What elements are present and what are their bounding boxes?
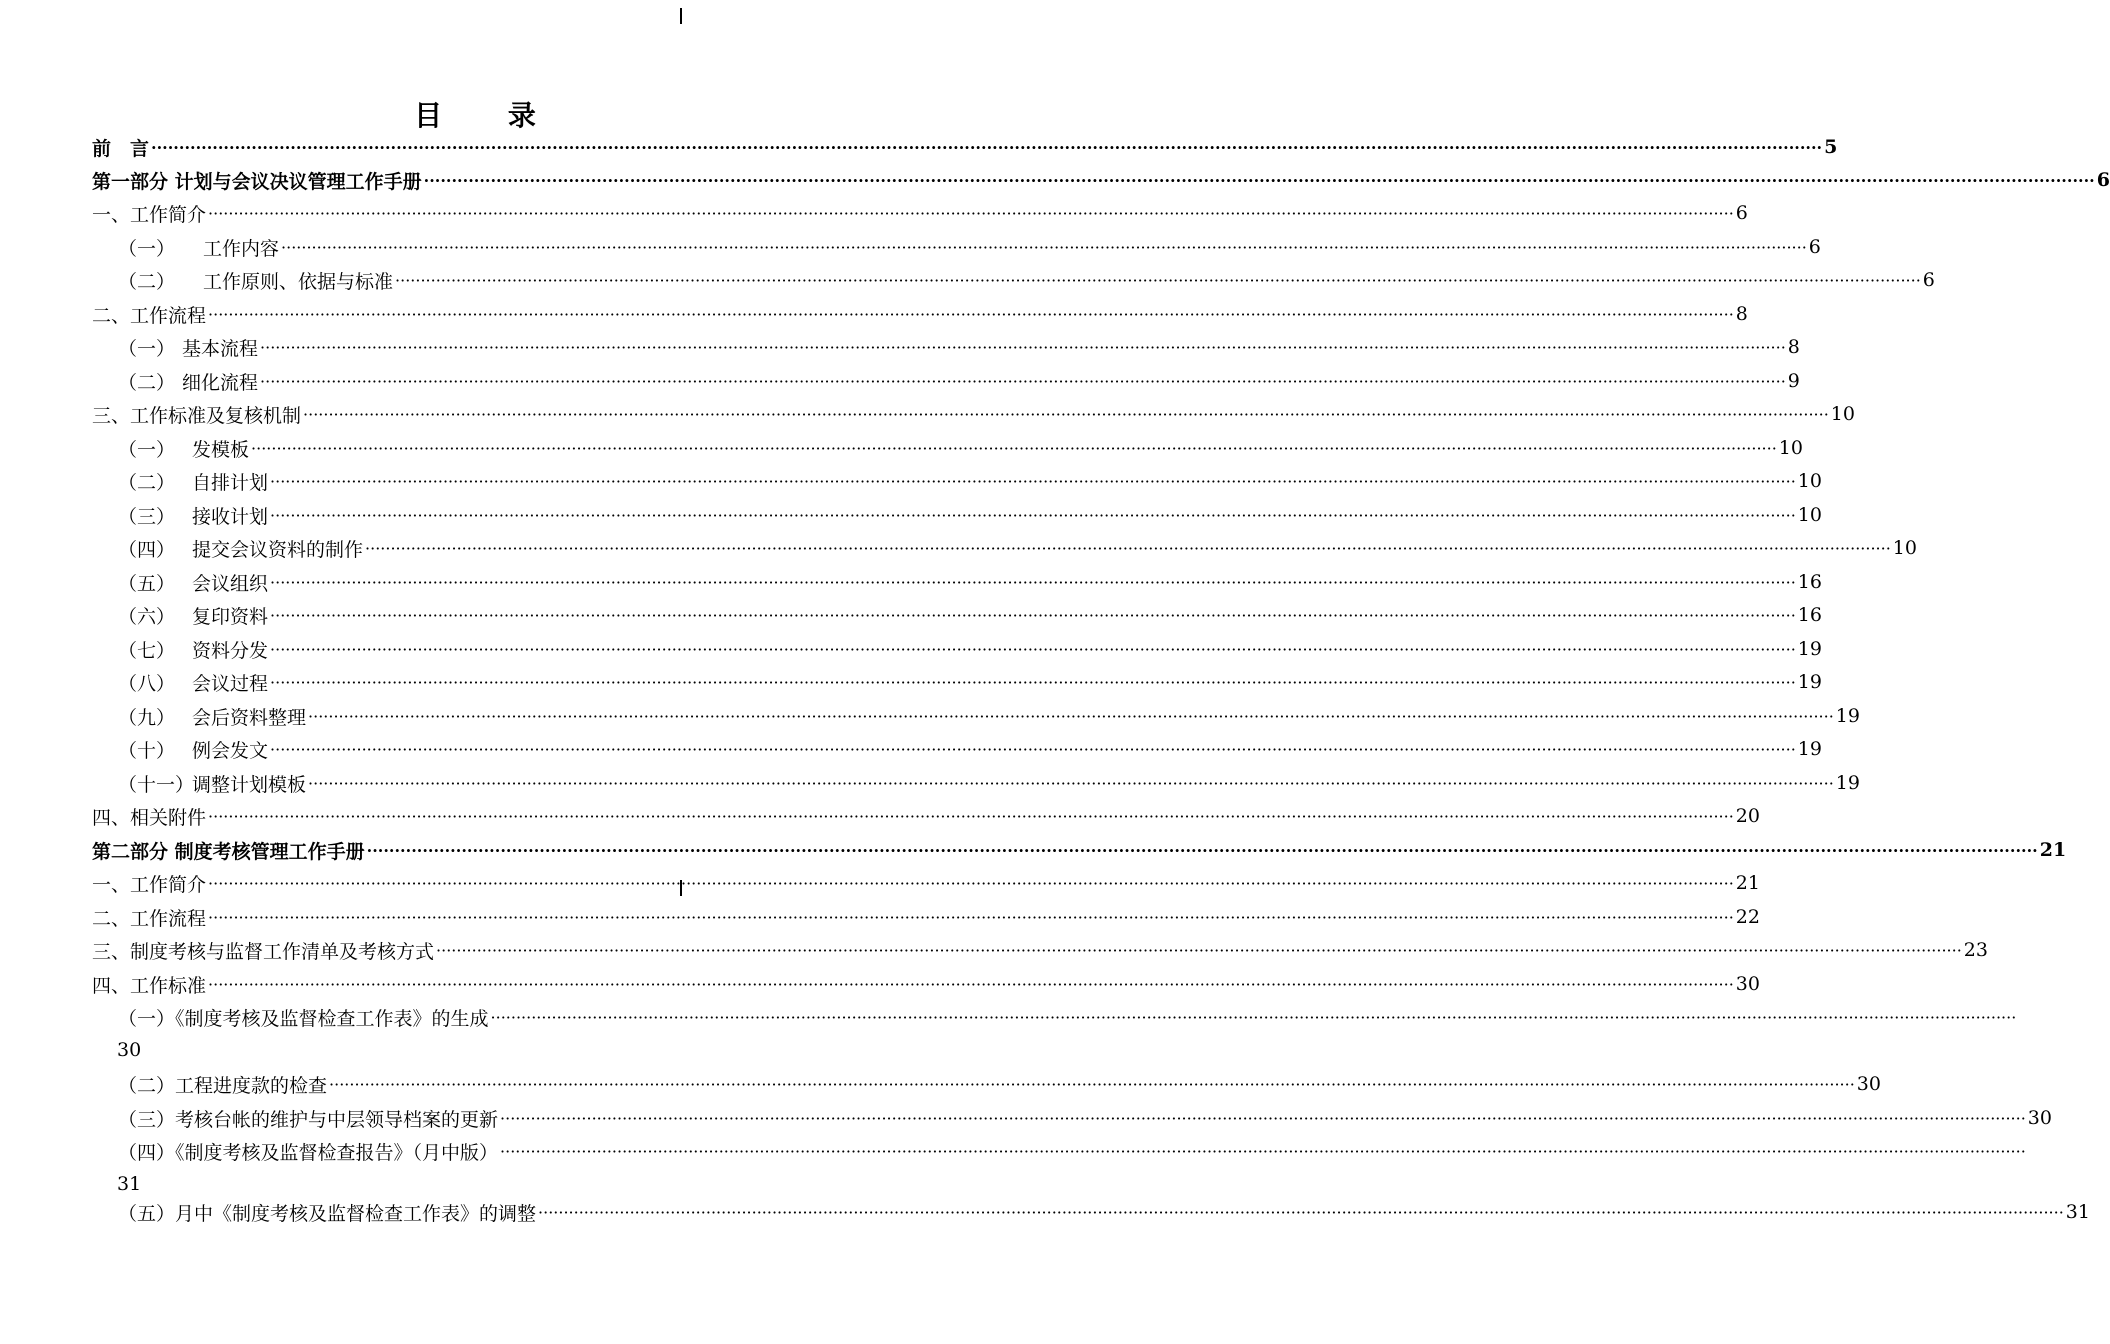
toc-entry-page: 30 <box>2027 1107 2052 1129</box>
toc-entry-title: 三、制度考核与监督工作清单及考核方式 <box>92 940 435 963</box>
toc-entry[interactable] <box>118 465 1822 497</box>
toc-entry[interactable] <box>118 1001 2017 1033</box>
toc-entry-page: 19 <box>1797 671 1822 693</box>
toc-entry[interactable] <box>118 264 1935 296</box>
toc-entry-page: 16 <box>1797 571 1822 593</box>
toc-entry[interactable] <box>118 532 1917 564</box>
toc-entry[interactable] <box>118 331 1800 363</box>
toc-entry-page: 20 <box>1735 805 1760 827</box>
toc-leader-dots: ············································································································································································································································································································ <box>308 773 1834 793</box>
toc-entry-title: 工作原则、依据与标准 <box>203 270 394 293</box>
toc-leader-dots: ············································································································································································································································································································ <box>500 1141 2026 1161</box>
toc-entry-number: （十一） <box>118 773 195 796</box>
toc-entry-page: 30 <box>1735 973 1760 995</box>
toc-entry-title: 二、工作流程 <box>92 907 207 930</box>
toc-entry-title: 例会发文 <box>192 739 269 762</box>
toc-entry-page: 23 <box>1963 939 1988 961</box>
toc-leader-dots: ············································································································································································································································································································ <box>270 471 1796 491</box>
toc-entry[interactable] <box>118 767 1860 799</box>
toc-entry-number: （一） <box>118 337 176 360</box>
toc-entry-page: 10 <box>1797 470 1822 492</box>
toc-entry[interactable] <box>118 599 1822 631</box>
toc-entry[interactable] <box>118 1102 2052 1134</box>
page-title: 目 录 <box>414 99 564 132</box>
toc-leader-dots: ············································································································································································································································································································ <box>260 337 1786 357</box>
toc-leader-dots: ············································································································································································································································································································ <box>208 304 1734 324</box>
toc-entry-title: 四、相关附件 <box>92 806 207 829</box>
toc-entry[interactable] <box>92 934 1988 966</box>
toc-leader-dots: ············································································································································································································································································································ <box>281 237 1807 257</box>
toc-leader-dots: ············································································································································································································································································································ <box>270 639 1796 659</box>
toc-leader-dots: ············································································································································································································································································································ <box>151 137 1823 157</box>
toc-entry-title: （五）月中《制度考核及监督检查工作表》的调整 <box>118 1202 537 1225</box>
toc-entry-title: 第一部分 计划与会议决议管理工作手册 <box>92 170 422 193</box>
toc-leader-dots: ············································································································································································································································································································ <box>270 572 1796 592</box>
toc-leader-dots: ············································································································································································································································································································ <box>423 170 2095 190</box>
toc-entry[interactable] <box>92 197 1748 229</box>
toc-entry-page: 30 <box>1856 1073 1881 1095</box>
toc-entry-page: 19 <box>1835 772 1860 794</box>
toc-entry-page: 10 <box>1830 403 1855 425</box>
toc-entry[interactable] <box>92 901 1760 933</box>
toc-entry-title: 一、工作简介 <box>92 873 207 896</box>
toc-entry[interactable] <box>92 968 1760 1000</box>
toc-entry-title: 基本流程 <box>182 337 259 360</box>
toc-entry-number: （六） <box>118 605 176 628</box>
toc-entry[interactable] <box>118 365 1800 397</box>
toc-entry-page: 6 <box>2096 169 2110 191</box>
toc-leader-dots: ············································································································································································································································································································ <box>208 806 1734 826</box>
toc-entry[interactable] <box>118 633 1822 665</box>
toc-entry-page: 19 <box>1797 738 1822 760</box>
toc-entry-page: 8 <box>1735 303 1748 325</box>
toc-entry[interactable] <box>118 733 1822 765</box>
toc-entry-page: 31 <box>117 1173 142 1195</box>
toc-leader-dots: ············································································································································································································································································································ <box>303 404 1829 424</box>
toc-entry[interactable] <box>118 499 1822 531</box>
toc-entry-title: 第二部分 制度考核管理工作手册 <box>92 840 365 863</box>
toc-leader-dots: ············································································································································································································································································································ <box>329 1074 1855 1094</box>
toc-leader-dots: ············································································································································································································································································································ <box>490 1007 2017 1027</box>
toc-entry-page: 6 <box>1922 269 1935 291</box>
toc-entry-title: 一、工作简介 <box>92 203 207 226</box>
toc-leader-dots: ············································································································································································································································································································ <box>365 538 1891 558</box>
toc-leader-dots: ············································································································································································································································································································ <box>270 672 1796 692</box>
toc-entry[interactable] <box>118 432 1803 464</box>
toc-entry-number: （十） <box>118 739 176 762</box>
toc-entry-title: （三）考核台帐的维护与中层领导档案的更新 <box>118 1108 499 1131</box>
toc-entry[interactable] <box>118 566 1822 598</box>
toc-entry-title: 会议组织 <box>192 572 269 595</box>
toc-entry-page: 10 <box>1797 504 1822 526</box>
toc-entry-number: （四） <box>118 538 176 561</box>
toc-leader-dots: ············································································································································································································································································································ <box>251 438 1777 458</box>
toc-leader-dots: ············································································································································································································································································································ <box>395 270 1921 290</box>
toc-entry-page: 16 <box>1797 604 1822 626</box>
toc-entry-number: （三） <box>118 505 176 528</box>
toc-entry[interactable] <box>92 298 1748 330</box>
toc-entry-page: 21 <box>1735 872 1760 894</box>
toc-entry[interactable] <box>118 231 1821 263</box>
toc-entry-page: 9 <box>1787 370 1800 392</box>
toc-leader-dots: ············································································································································································································································································································ <box>208 907 1734 927</box>
toc-entry[interactable] <box>118 1068 1881 1100</box>
toc-entry-title: （四）《制度考核及监督检查报告》（月中版） <box>118 1141 499 1164</box>
toc-entry-title: 二、工作流程 <box>92 304 207 327</box>
toc-entry-number: （九） <box>118 706 176 729</box>
toc-entry[interactable] <box>92 800 1760 832</box>
toc-entry-title: 接收计划 <box>192 505 269 528</box>
toc-entry-page: 10 <box>1892 537 1917 559</box>
toc-entry-page: 19 <box>1835 705 1860 727</box>
toc-entry-page: 10 <box>1778 437 1803 459</box>
toc-entry-title: 细化流程 <box>182 371 259 394</box>
toc-leader-dots: ············································································································································································································································································································ <box>270 505 1796 525</box>
toc-entry-title: （二）工程进度款的检查 <box>118 1074 328 1097</box>
toc-entry[interactable] <box>92 867 1760 899</box>
toc-entry-page: 22 <box>1735 906 1760 928</box>
toc-leader-dots: ············································································································································································································································································································ <box>208 974 1734 994</box>
toc-entry-title: 调整计划模板 <box>192 773 307 796</box>
toc-entry-page: 5 <box>1824 136 1838 158</box>
toc-entry[interactable] <box>118 700 1860 732</box>
toc-entry-title: 会议过程 <box>192 672 269 695</box>
toc-entry-page: 21 <box>2039 839 2067 861</box>
toc-entry-title: 三、工作标准及复核机制 <box>92 404 302 427</box>
toc-entry-title: 四、工作标准 <box>92 974 207 997</box>
toc-entry-title: 前 言 <box>92 137 150 160</box>
toc-leader-dots: ············································································································································································································································································································ <box>500 1108 2026 1128</box>
toc-entry-page: 6 <box>1808 236 1821 258</box>
toc-entry-title: 发模板 <box>192 438 250 461</box>
toc-entry-page: 31 <box>2065 1201 2090 1223</box>
toc-entry-title: 提交会议资料的制作 <box>192 538 364 561</box>
toc-entry-page: 8 <box>1787 336 1800 358</box>
text-cursor-top <box>680 8 682 24</box>
toc-leader-dots: ············································································································································································································································································································ <box>260 371 1786 391</box>
toc-entry[interactable] <box>92 164 2110 196</box>
toc-leader-dots: ············································································································································································································································································································ <box>538 1202 2064 1222</box>
toc-entry-number: （二） <box>118 270 176 293</box>
toc-leader-dots: ············································································································································································································································································································ <box>208 203 1734 223</box>
toc-entry-number: （一） <box>118 438 176 461</box>
toc-entry-title: 资料分发 <box>192 639 269 662</box>
toc-leader-dots: ············································································································································································································································································································ <box>436 940 1962 960</box>
toc-entry-page: 30 <box>117 1039 142 1061</box>
toc-entry-title: 自排计划 <box>192 471 269 494</box>
toc-entry[interactable] <box>118 1196 2090 1228</box>
toc-leader-dots: ············································································································································································································································································································ <box>270 605 1796 625</box>
toc-leader-dots: ············································································································································································································································································································ <box>270 739 1796 759</box>
toc-entry-title: 会后资料整理 <box>192 706 307 729</box>
toc-entry-number: （五） <box>118 572 176 595</box>
toc-entry-number: （八） <box>118 672 176 695</box>
toc-entry[interactable] <box>92 834 2067 866</box>
toc-entry-page: 19 <box>1797 638 1822 660</box>
toc-leader-dots: ············································································································································································································································································································ <box>208 873 1734 893</box>
toc-entry-number: （七） <box>118 639 176 662</box>
toc-entry-number: （二） <box>118 471 176 494</box>
toc-entry[interactable] <box>92 131 1838 163</box>
toc-entry-title: （一）《制度考核及监督检查工作表》的生成 <box>118 1007 489 1030</box>
toc-entry[interactable] <box>118 666 1822 698</box>
toc-entry-number: （一） <box>118 237 176 260</box>
toc-leader-dots: ············································································································································································································································································································ <box>366 840 2038 860</box>
toc-entry-page: 6 <box>1735 202 1748 224</box>
toc-entry-title: 复印资料 <box>192 605 269 628</box>
toc-entry-number: （二） <box>118 371 176 394</box>
toc-leader-dots: ············································································································································································································································································································ <box>308 706 1834 726</box>
toc-entry[interactable] <box>118 1135 2026 1167</box>
toc-entry[interactable] <box>92 398 1855 430</box>
toc-entry-title: 工作内容 <box>203 237 280 260</box>
